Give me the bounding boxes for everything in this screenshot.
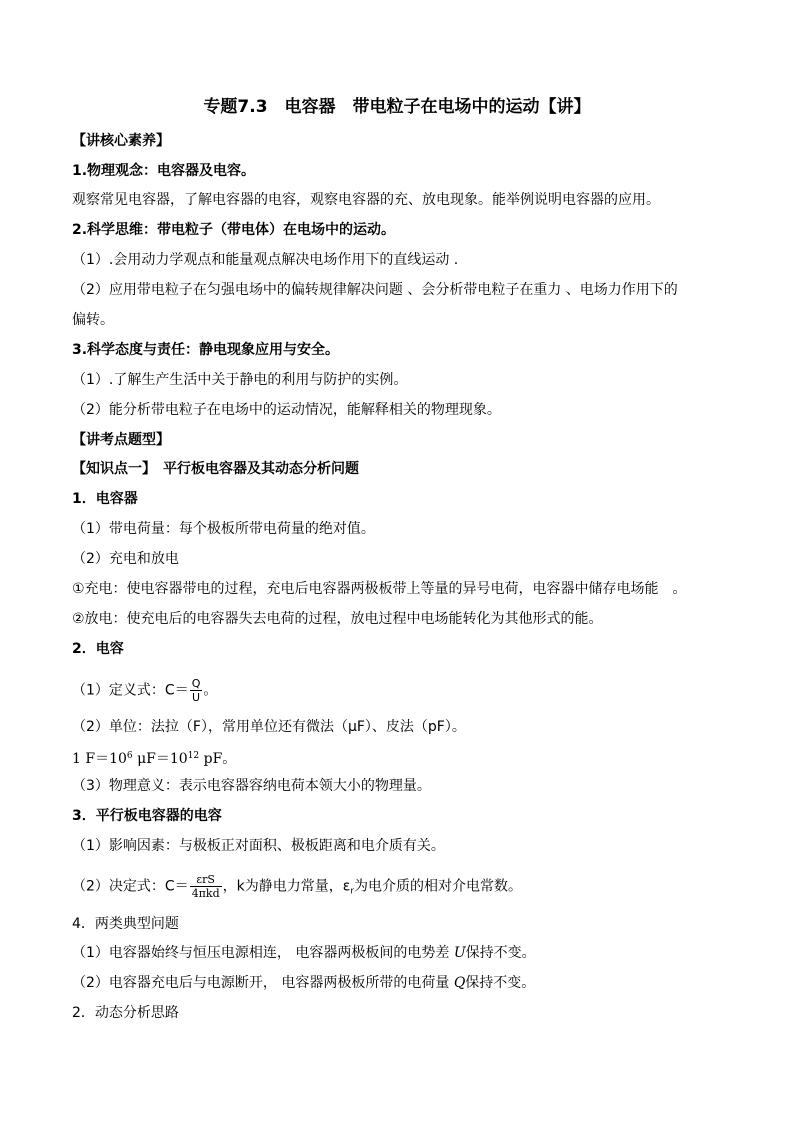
fraction-q-over-u	[190, 677, 203, 704]
variable-u: U	[453, 945, 466, 961]
conversion-part-c: pF。	[199, 751, 237, 767]
formula-suffix-a: ，k为静电力常量，ε	[222, 878, 351, 895]
conversion-part-b: μF＝10	[132, 751, 188, 767]
case2-text-a: （2）电容器充电后与电源断开， 电容器两极板所带的电荷量	[72, 975, 454, 991]
fraction-epsilon-s-over-4pikd	[190, 873, 222, 900]
heading-capacitance: 2．电容	[72, 641, 124, 657]
capacitor-discharging: ②放电：使充电后的电容器失去电荷的过程，放电过程中电场能转化为其他形式的能。	[72, 611, 603, 627]
knowledge-point-1: 【知识点一】 平行板电容器及其动态分析问题	[72, 461, 359, 477]
core3-heading: 3.科学态度与责任：静电现象应用与安全。	[72, 342, 340, 358]
heading-capacitor: 1．电容器	[72, 491, 138, 507]
capacitor-charge-discharge: （2）充电和放电	[72, 551, 179, 567]
formula-prefix: （2）决定式：C＝	[72, 878, 189, 895]
core2-item2-line2: 偏转。	[72, 312, 114, 328]
core2-item1: （1）.会用动力学观点和能量观点解决电场作用下的直线运动 .	[72, 252, 459, 268]
core1-text: 观察常见电容器，了解电容器的电容，观察电容器的充、放电现象。能举例说明电容器的应用。	[72, 192, 660, 208]
parallel-plate-formula	[72, 873, 522, 902]
subscript-r: r	[350, 886, 355, 897]
case1-text-a: （1）电容器始终与恒压电源相连， 电容器两极板间的电势差	[72, 945, 454, 961]
heading-dynamic-analysis: 2．动态分析思路	[72, 1005, 179, 1021]
capacitor-charging: ①充电：使电容器带电的过程，充电后电容器两极板带上等量的异号电荷，电容器中储存电场能 。	[72, 581, 687, 597]
fraction-denominator: U	[191, 691, 201, 704]
case1-text-b: 保持不变。	[465, 945, 536, 961]
parallel-plate-factors: （1）影响因素：与极板正对面积、极板距离和电介质有关。	[72, 838, 445, 854]
capacitance-definition	[72, 677, 217, 704]
exponent-6: 6	[126, 751, 133, 761]
definition-suffix: 。	[203, 682, 218, 699]
fraction-denominator: 4πkd	[191, 887, 220, 900]
core2-item2-line1: （2）应用带电粒子在匀强电场中的偏转规律解决问题 、会分析带电粒子在重力 、电场力作用下的	[72, 282, 678, 298]
variable-q: Q	[453, 975, 466, 991]
case-constant-charge	[72, 973, 535, 993]
case2-text-b: 保持不变。	[465, 975, 536, 991]
formula-suffix-b: 为电介质的相对介电常数。	[354, 878, 523, 895]
core1-heading: 1.物理观念：电容器及电容。	[72, 163, 256, 179]
fraction-numerator: εrS	[190, 873, 222, 887]
definition-prefix: （1）定义式：C＝	[72, 682, 189, 699]
section-topics: 【讲考点题型】	[72, 432, 170, 448]
case-constant-voltage	[72, 943, 536, 963]
page-title: 专题7.3 电容器 带电粒子在电场中的运动【讲】	[203, 97, 591, 117]
core3-item2: （2）能分析带电粒子在电场中的运动情况，能解释相关的物理现象。	[72, 402, 501, 418]
capacitor-charge: （1）带电荷量：每个极板所带电荷量的绝对值。	[72, 521, 375, 537]
capacitance-meaning: （3）物理意义：表示电容器容纳电荷本领大小的物理量。	[72, 778, 431, 794]
unit-conversion	[72, 746, 236, 769]
capacitance-unit: （2）单位：法拉（F），常用单位还有微法（μF）、皮法（pF）。	[72, 719, 466, 735]
heading-two-cases: 4．两类典型问题	[72, 916, 179, 932]
conversion-part-a: 1 F＝10	[72, 751, 127, 767]
heading-parallel-plate: 3．平行板电容器的电容	[72, 808, 222, 824]
core2-heading: 2.科学思维：带电粒子（带电体）在电场中的运动。	[72, 222, 396, 238]
section-core-literacy: 【讲核心素养】	[72, 133, 170, 149]
fraction-numerator: Q	[191, 677, 201, 690]
exponent-12: 12	[187, 751, 200, 761]
core3-item1: （1）.了解生产生活中关于静电的利用与防护的实例。	[72, 372, 408, 388]
